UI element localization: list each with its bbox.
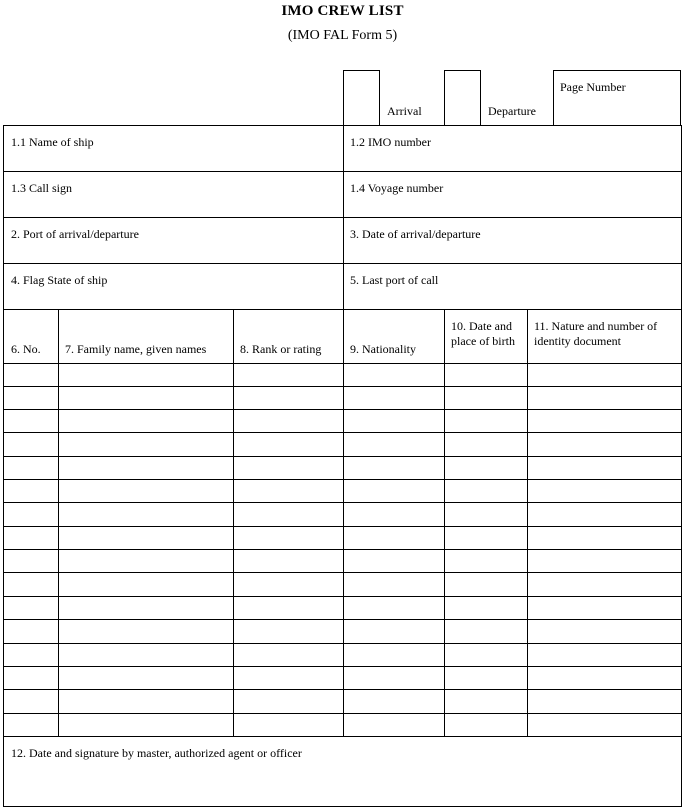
table-row-line	[3, 432, 682, 433]
page-number-box[interactable]	[553, 70, 681, 126]
imo-number-label: 1.2 IMO number	[350, 135, 431, 149]
table-row-line	[3, 363, 682, 364]
col-divider-rank	[343, 309, 344, 736]
page-number-label: Page Number	[560, 80, 626, 94]
table-row-line	[3, 572, 682, 573]
col-divider-no	[58, 309, 59, 736]
table-row-line	[3, 526, 682, 527]
col-divider-name	[233, 309, 234, 736]
col-divider-birth	[527, 309, 528, 736]
table-row-line	[3, 596, 682, 597]
arrival-checkbox[interactable]	[343, 70, 380, 126]
last-port-label: 5. Last port of call	[350, 273, 439, 287]
table-row-line	[3, 479, 682, 480]
flag-state-label: 4. Flag State of ship	[11, 273, 108, 287]
table-row-line	[3, 456, 682, 457]
column-header-family-name: 7. Family name, given names	[65, 342, 207, 356]
form-subtitle: (IMO FAL Form 5)	[287, 28, 398, 43]
port-label: 2. Port of arrival/departure	[11, 227, 139, 241]
column-header-rank: 8. Rank or rating	[240, 342, 322, 356]
call-sign-label: 1.3 Call sign	[11, 181, 73, 195]
arrival-label: Arrival	[387, 104, 422, 118]
table-row-line	[3, 502, 682, 503]
name-of-ship-label: 1.1 Name of ship	[11, 135, 94, 149]
table-row-line	[3, 713, 682, 714]
column-header-no: 6. No.	[11, 342, 41, 356]
table-row-line	[3, 689, 682, 690]
voyage-number-label: 1.4 Voyage number	[350, 181, 444, 195]
column-header-nationality: 9. Nationality	[350, 342, 416, 356]
frame-right	[681, 125, 682, 806]
table-row-line	[3, 549, 682, 550]
table-row-line	[3, 409, 682, 410]
column-header-identity: 11. Nature and number of identity document	[534, 319, 658, 348]
frame-bottom	[3, 806, 682, 807]
departure-label: Departure	[488, 104, 536, 118]
table-row-line	[3, 619, 682, 620]
date-label: 3. Date of arrival/departure	[350, 227, 481, 241]
departure-checkbox[interactable]	[444, 70, 481, 126]
column-header-birth: 10. Date and place of birth	[451, 319, 515, 348]
signature-label: 12. Date and signature by master, authorized agent or officer	[11, 746, 302, 760]
form-title: IMO CREW LIST	[281, 3, 404, 19]
table-row-line	[3, 386, 682, 387]
table-row-line	[3, 643, 682, 644]
col-divider-nationality	[444, 309, 445, 736]
table-row-line	[3, 666, 682, 667]
